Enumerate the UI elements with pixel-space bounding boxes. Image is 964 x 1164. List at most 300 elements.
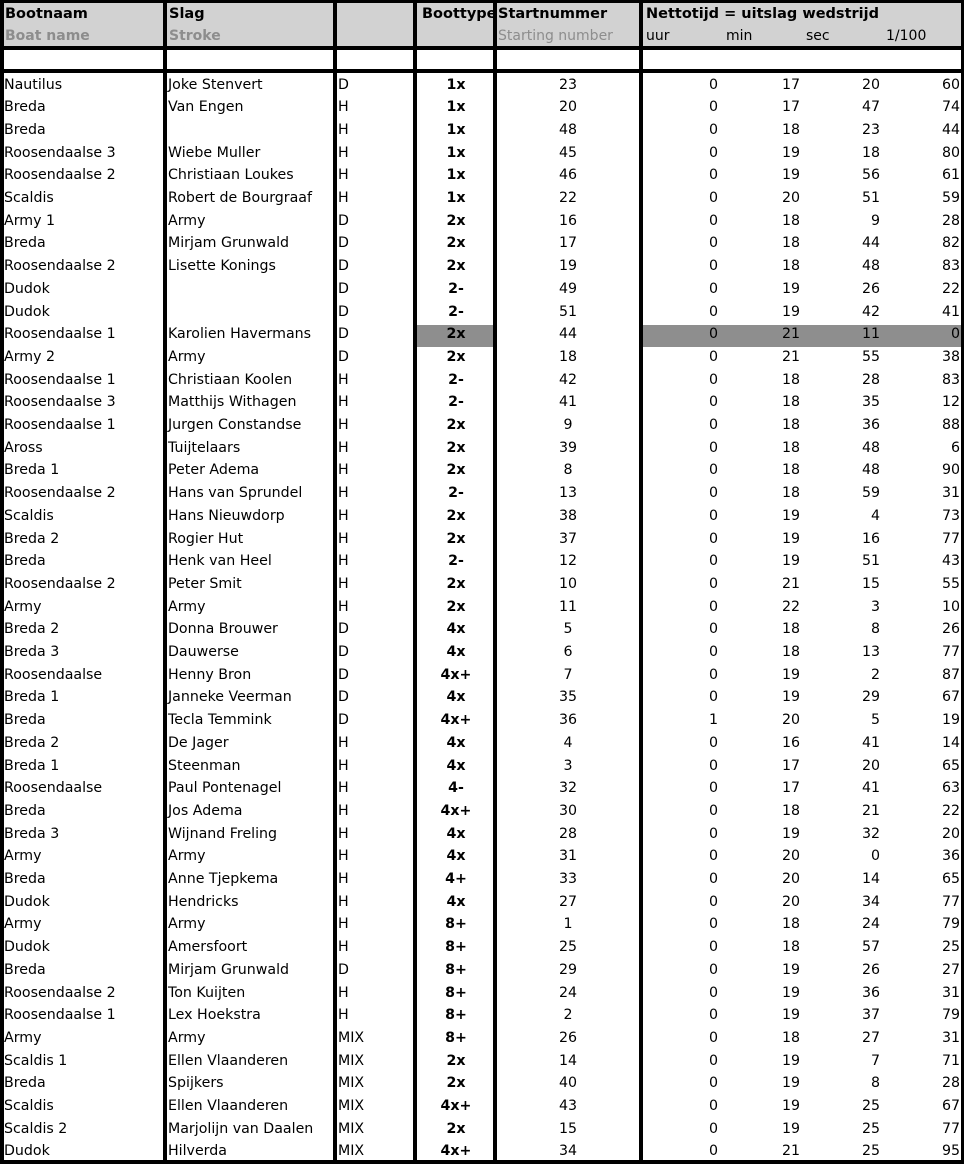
hundredths-cell: 31: [941, 1029, 960, 1046]
hundredths-cell: 83: [941, 258, 960, 275]
boat-name-cell: Roosendaalse 1: [4, 417, 116, 433]
minutes-cell: 21: [781, 348, 800, 365]
minutes-cell: 18: [781, 121, 800, 138]
stroke-cell: Hans van Sprundel: [168, 485, 303, 502]
seconds-cell: 24: [861, 916, 880, 933]
boat-name-cell: Roosendaalse: [4, 666, 103, 683]
hours-cell: 0: [708, 689, 718, 706]
category-cell: MIX: [338, 1143, 365, 1160]
category-cell: D: [338, 258, 349, 275]
hours-cell: 0: [708, 530, 718, 547]
seconds-cell: 29: [861, 689, 880, 706]
boat-type-cell: 2-: [448, 371, 464, 388]
hours-cell: 0: [708, 439, 718, 456]
table-row: [0, 550, 964, 573]
category-cell: MIX: [338, 1052, 365, 1069]
category-cell: D: [338, 348, 349, 365]
hours-cell: 0: [708, 144, 718, 161]
hours-cell: 0: [708, 167, 718, 184]
start-number-cell: 9: [563, 417, 573, 433]
minutes-cell: 20: [781, 893, 800, 910]
category-cell: H: [338, 575, 349, 592]
header-slag: Slag: [169, 6, 205, 22]
minutes-cell: 19: [781, 280, 800, 297]
stroke-cell: Christiaan Loukes: [168, 167, 294, 184]
boat-type-cell: 2x: [446, 348, 466, 365]
stroke-cell: Donna Brouwer: [168, 621, 278, 638]
minutes-cell: 21: [781, 326, 800, 343]
stroke-cell: Van Engen: [168, 99, 244, 116]
boat-type-cell: 2x: [446, 326, 466, 343]
boat-name-cell: Breda: [4, 712, 46, 729]
category-cell: D: [338, 76, 349, 93]
start-number-cell: 42: [558, 371, 578, 388]
table-row: [0, 391, 964, 414]
boat-name-cell: Breda: [4, 99, 46, 116]
hours-cell: 0: [708, 258, 718, 275]
start-number-cell: 51: [558, 303, 578, 320]
hours-cell: 0: [708, 326, 718, 343]
minutes-cell: 19: [781, 689, 800, 706]
table-row: [0, 823, 964, 846]
stroke-cell: Ellen Vlaanderen: [168, 1052, 289, 1069]
stroke-cell: Lisette Konings: [168, 258, 276, 275]
table-row: [0, 301, 964, 324]
boat-name-cell: Army: [4, 598, 42, 615]
category-cell: D: [338, 235, 349, 252]
header-bg-gender: [337, 3, 413, 46]
table-row: [0, 119, 964, 142]
seconds-cell: 37: [861, 1007, 880, 1024]
boat-type-cell: 4x+: [440, 1098, 472, 1114]
category-cell: H: [338, 1007, 349, 1024]
header-hund: 1/100: [886, 28, 927, 44]
table-row: [0, 891, 964, 914]
seconds-cell: 47: [861, 99, 880, 116]
stroke-cell: Jos Adema: [168, 802, 243, 819]
boat-name-cell: Roosendaalse 1: [4, 326, 116, 343]
boat-type-cell: 8+: [445, 939, 467, 956]
hours-cell: 0: [708, 575, 718, 592]
stroke-cell: Hans Nieuwdorp: [168, 507, 285, 524]
table-row: [0, 505, 964, 528]
seconds-cell: 25: [861, 1098, 880, 1114]
start-number-cell: 1: [563, 916, 573, 933]
boat-name-cell: Breda: [4, 961, 46, 978]
hundredths-cell: 19: [941, 712, 960, 729]
start-number-cell: 3: [563, 757, 573, 774]
minutes-cell: 18: [781, 939, 800, 956]
start-number-cell: 32: [558, 780, 578, 797]
category-cell: H: [338, 893, 349, 910]
hundredths-cell: 25: [941, 939, 960, 956]
table-row: [0, 982, 964, 1005]
minutes-cell: 19: [781, 1052, 800, 1069]
category-cell: H: [338, 939, 349, 956]
hours-cell: 0: [708, 190, 718, 206]
boat-name-cell: Roosendaalse 2: [4, 575, 116, 592]
boat-name-cell: Breda 2: [4, 734, 60, 751]
minutes-cell: 18: [781, 417, 800, 433]
seconds-cell: 7: [870, 1052, 880, 1069]
hours-cell: 0: [708, 598, 718, 615]
minutes-cell: 21: [781, 575, 800, 592]
stroke-cell: Henk van Heel: [168, 553, 272, 570]
table-row: [0, 936, 964, 959]
start-number-cell: 37: [558, 530, 578, 547]
seconds-cell: 34: [861, 893, 880, 910]
table-row: [0, 868, 964, 891]
hundredths-cell: 74: [941, 99, 960, 116]
start-number-cell: 38: [558, 507, 578, 524]
seconds-cell: 3: [870, 598, 880, 615]
hours-cell: 0: [708, 76, 718, 93]
minutes-cell: 19: [781, 1007, 800, 1024]
category-cell: H: [338, 916, 349, 933]
boat-name-cell: Roosendaalse: [4, 780, 103, 797]
hours-cell: 0: [708, 780, 718, 797]
hours-cell: 0: [708, 1007, 718, 1024]
seconds-cell: 48: [861, 258, 880, 275]
boat-type-cell: 2x: [446, 1075, 466, 1092]
boat-type-cell: 2x: [446, 258, 466, 275]
boat-name-cell: Dudok: [4, 893, 50, 910]
category-cell: D: [338, 689, 349, 706]
boat-type-cell: 2x: [446, 417, 466, 433]
hours-cell: 0: [708, 961, 718, 978]
seconds-cell: 25: [861, 1143, 880, 1160]
hundredths-cell: 26: [941, 621, 960, 638]
start-number-cell: 6: [563, 644, 573, 660]
hours-cell: 0: [708, 462, 718, 479]
start-number-cell: 19: [558, 258, 578, 275]
boat-name-cell: Army 1: [4, 212, 56, 229]
table-row: [0, 232, 964, 255]
hours-cell: 0: [708, 825, 718, 842]
seconds-cell: 4: [870, 507, 880, 524]
seconds-cell: 35: [861, 394, 880, 411]
table-row: [0, 596, 964, 619]
seconds-cell: 51: [861, 553, 880, 570]
minutes-cell: 18: [781, 394, 800, 411]
start-number-cell: 13: [558, 485, 578, 502]
category-cell: D: [338, 326, 349, 343]
boat-name-cell: Roosendaalse 2: [4, 258, 116, 275]
hours-cell: 0: [708, 893, 718, 910]
seconds-cell: 2: [870, 666, 880, 683]
hundredths-cell: 95: [941, 1143, 960, 1160]
hundredths-cell: 59: [941, 190, 960, 206]
hundredths-cell: 67: [941, 689, 960, 706]
table-row: [0, 255, 964, 278]
table-row: [0, 1004, 964, 1027]
seconds-cell: 15: [861, 575, 880, 592]
stroke-cell: Robert de Bourgraaf: [168, 190, 312, 206]
seconds-cell: 9: [870, 212, 880, 229]
hundredths-cell: 31: [941, 984, 960, 1001]
seconds-cell: 36: [861, 984, 880, 1001]
boat-name-cell: Army 2: [4, 348, 56, 365]
table-row: [0, 278, 964, 301]
category-cell: H: [338, 553, 349, 570]
boat-type-cell: 2x: [446, 1120, 466, 1137]
seconds-cell: 5: [870, 712, 880, 729]
header-slag-en: Stroke: [169, 28, 221, 44]
stroke-cell: Jurgen Constandse: [168, 417, 302, 433]
boat-type-cell: 2x: [446, 439, 466, 456]
boat-type-cell: 8+: [445, 1029, 467, 1046]
boat-type-cell: 4-: [448, 780, 464, 797]
category-cell: H: [338, 734, 349, 751]
start-number-cell: 8: [563, 462, 573, 479]
table-row: [0, 709, 964, 732]
category-cell: MIX: [338, 1098, 365, 1114]
hundredths-cell: 22: [941, 802, 960, 819]
seconds-cell: 21: [861, 802, 880, 819]
minutes-cell: 19: [781, 1120, 800, 1137]
seconds-cell: 59: [861, 485, 880, 502]
category-cell: H: [338, 780, 349, 797]
hours-cell: 0: [708, 394, 718, 411]
seconds-cell: 25: [861, 1120, 880, 1137]
category-cell: H: [338, 167, 349, 184]
boat-type-cell: 2-: [448, 394, 464, 411]
stroke-cell: Anne Tjepkema: [168, 871, 279, 887]
minutes-cell: 19: [781, 666, 800, 683]
hundredths-cell: 67: [941, 1098, 960, 1114]
category-cell: D: [338, 644, 349, 660]
hours-cell: 0: [708, 348, 718, 365]
start-number-cell: 45: [558, 144, 578, 161]
category-cell: H: [338, 507, 349, 524]
hundredths-cell: 20: [941, 825, 960, 842]
minutes-cell: 19: [781, 167, 800, 184]
table-row: [0, 1118, 964, 1141]
stroke-cell: Marjolijn van Daalen: [168, 1120, 314, 1137]
minutes-cell: 17: [781, 780, 800, 797]
start-number-cell: 33: [558, 871, 578, 887]
hundredths-cell: 36: [941, 848, 960, 865]
category-cell: H: [338, 121, 349, 138]
minutes-cell: 19: [781, 530, 800, 547]
hundredths-cell: 22: [941, 280, 960, 297]
minutes-cell: 18: [781, 371, 800, 388]
boat-type-cell: 2-: [448, 303, 464, 320]
boat-type-cell: 4x+: [440, 802, 472, 819]
header-start: Startnummer: [498, 6, 608, 22]
hundredths-cell: 31: [941, 485, 960, 502]
boat-name-cell: Scaldis 1: [4, 1052, 68, 1069]
hundredths-cell: 61: [941, 167, 960, 184]
table-row: [0, 414, 964, 437]
boat-type-cell: 2x: [446, 575, 466, 592]
boat-type-cell: 2-: [448, 280, 464, 297]
hundredths-cell: 10: [941, 598, 960, 615]
seconds-cell: 28: [861, 371, 880, 388]
hours-cell: 0: [708, 1143, 718, 1160]
table-row: [0, 641, 964, 664]
boat-name-cell: Breda 1: [4, 757, 60, 774]
table-row: [0, 369, 964, 392]
hundredths-cell: 6: [950, 439, 960, 456]
header-start-en: Starting number: [498, 28, 613, 44]
stroke-cell: Ton Kuijten: [168, 984, 246, 1001]
hours-cell: 0: [708, 212, 718, 229]
stroke-cell: Mirjam Grunwald: [168, 961, 290, 978]
hundredths-cell: 28: [941, 212, 960, 229]
boat-type-cell: 2-: [448, 553, 464, 570]
stroke-cell: Christiaan Koolen: [168, 371, 293, 388]
seconds-cell: 13: [861, 644, 880, 660]
hundredths-cell: 60: [941, 76, 960, 93]
header-sec: sec: [806, 28, 830, 44]
seconds-cell: 20: [861, 757, 880, 774]
minutes-cell: 19: [781, 984, 800, 1001]
boat-type-cell: 4x: [446, 825, 466, 842]
hours-cell: 0: [708, 553, 718, 570]
boat-type-cell: 4x+: [440, 712, 472, 729]
minutes-cell: 18: [781, 1029, 800, 1046]
category-cell: H: [338, 757, 349, 774]
boat-type-cell: 4x+: [440, 666, 472, 683]
hundredths-cell: 12: [941, 394, 960, 411]
stroke-cell: Peter Adema: [168, 462, 260, 479]
top-border: [0, 0, 964, 3]
minutes-cell: 17: [781, 757, 800, 774]
stroke-cell: Rogier Hut: [168, 530, 244, 547]
category-cell: D: [338, 621, 349, 638]
start-number-cell: 15: [558, 1120, 578, 1137]
minutes-cell: 20: [781, 871, 800, 887]
table-row: [0, 346, 964, 369]
hours-cell: 0: [708, 621, 718, 638]
hours-cell: 1: [708, 712, 718, 729]
stroke-cell: Paul Pontenagel: [168, 780, 282, 797]
hundredths-cell: 77: [941, 1120, 960, 1137]
boat-name-cell: Dudok: [4, 303, 50, 320]
start-number-cell: 49: [558, 280, 578, 297]
boat-type-cell: 4x: [446, 757, 466, 774]
category-cell: H: [338, 371, 349, 388]
table-row: [0, 845, 964, 868]
seconds-cell: 41: [861, 780, 880, 797]
boat-type-cell: 2x: [446, 507, 466, 524]
start-number-cell: 2: [563, 1007, 573, 1024]
hundredths-cell: 28: [941, 1075, 960, 1092]
seconds-cell: 8: [870, 621, 880, 638]
category-cell: MIX: [338, 1075, 365, 1092]
stroke-cell: Matthijs Withagen: [168, 394, 297, 411]
minutes-cell: 17: [781, 99, 800, 116]
hours-cell: 0: [708, 303, 718, 320]
header-type: Boottype: [422, 6, 497, 22]
boat-type-cell: 2x: [446, 235, 466, 252]
hundredths-cell: 90: [941, 462, 960, 479]
table-row: [0, 96, 964, 119]
category-cell: H: [338, 417, 349, 433]
hundredths-cell: 88: [941, 417, 960, 433]
stroke-cell: Hilverda: [168, 1143, 227, 1160]
category-cell: MIX: [338, 1029, 365, 1046]
stroke-cell: Army: [168, 1029, 206, 1046]
start-number-cell: 34: [558, 1143, 578, 1160]
minutes-cell: 18: [781, 485, 800, 502]
hours-cell: 0: [708, 802, 718, 819]
table-row: [0, 1027, 964, 1050]
header-min: min: [726, 28, 753, 44]
hundredths-cell: 38: [941, 348, 960, 365]
seconds-cell: 27: [861, 1029, 880, 1046]
boat-name-cell: Aross: [4, 439, 43, 456]
hundredths-cell: 14: [941, 734, 960, 751]
minutes-cell: 19: [781, 144, 800, 161]
boat-type-cell: 8+: [445, 916, 467, 933]
category-cell: D: [338, 666, 349, 683]
boat-name-cell: Dudok: [4, 1143, 50, 1160]
minutes-cell: 18: [781, 439, 800, 456]
seconds-cell: 23: [861, 121, 880, 138]
start-number-cell: 30: [558, 802, 578, 819]
hundredths-cell: 77: [941, 644, 960, 660]
table-row: [0, 777, 964, 800]
stroke-cell: Amersfoort: [168, 939, 248, 956]
category-cell: H: [338, 802, 349, 819]
category-cell: H: [338, 485, 349, 502]
boat-type-cell: 2x: [446, 530, 466, 547]
boat-type-cell: 4x: [446, 848, 466, 865]
stroke-cell: Army: [168, 848, 206, 865]
hundredths-cell: 79: [941, 1007, 960, 1024]
hours-cell: 0: [708, 485, 718, 502]
boat-type-cell: 2x: [446, 598, 466, 615]
boat-type-cell: 4x: [446, 621, 466, 638]
seconds-cell: 51: [861, 190, 880, 206]
start-number-cell: 29: [558, 961, 578, 978]
start-number-cell: 41: [558, 394, 578, 411]
stroke-cell: Dauwerse: [168, 644, 239, 660]
minutes-cell: 18: [781, 621, 800, 638]
stroke-cell: Lex Hoekstra: [168, 1007, 261, 1024]
hours-cell: 0: [708, 644, 718, 660]
boat-type-cell: 1x: [446, 167, 466, 184]
category-cell: D: [338, 961, 349, 978]
category-cell: H: [338, 99, 349, 116]
hundredths-cell: 71: [941, 1052, 960, 1069]
hours-cell: 0: [708, 1029, 718, 1046]
hours-cell: 0: [708, 1052, 718, 1069]
minutes-cell: 20: [781, 190, 800, 206]
hours-cell: 0: [708, 99, 718, 116]
minutes-cell: 22: [781, 598, 800, 615]
minutes-cell: 18: [781, 462, 800, 479]
table-row: [0, 1140, 964, 1163]
stroke-cell: Janneke Veerman: [168, 689, 292, 706]
hundredths-cell: 41: [941, 303, 960, 320]
minutes-cell: 21: [781, 1143, 800, 1160]
seconds-cell: 14: [861, 871, 880, 887]
seconds-cell: 57: [861, 939, 880, 956]
boat-type-cell: 8+: [445, 961, 467, 978]
start-number-cell: 39: [558, 439, 578, 456]
category-cell: D: [338, 280, 349, 297]
header-uur: uur: [646, 28, 670, 44]
hundredths-cell: 27: [941, 961, 960, 978]
boat-name-cell: Breda 1: [4, 689, 60, 706]
start-number-cell: 11: [558, 598, 578, 615]
table-row: [0, 482, 964, 505]
hours-cell: 0: [708, 507, 718, 524]
start-number-cell: 5: [563, 621, 573, 638]
